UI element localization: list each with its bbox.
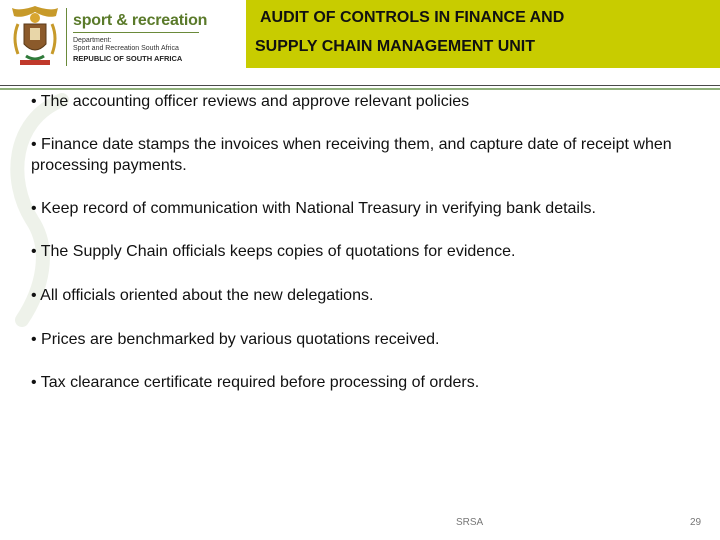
footer-organization: SRSA [456, 517, 484, 528]
department-logo [0, 0, 246, 78]
slide-title-band [246, 0, 720, 68]
bullet-item: • Keep record of communication with National Treasury in verifying bank details. [31, 200, 596, 217]
header-divider [0, 85, 720, 86]
brand-rule [73, 32, 199, 33]
coat-of-arms-icon [6, 4, 64, 68]
logo-divider [66, 8, 67, 66]
country-name: REPUBLIC OF SOUTH AFRICA [73, 54, 183, 63]
slide-title-line-1: AUDIT OF CONTROLS IN FINANCE AND [260, 9, 565, 26]
department-label: Department: [73, 37, 112, 44]
bullet-item: • The Supply Chain officials keeps copies of quotations for evidence. [31, 243, 516, 260]
bullet-item: • Tax clearance certificate required before processing of orders. [31, 374, 480, 391]
slide-title-line-2: SUPPLY CHAIN MANAGEMENT UNIT [255, 38, 536, 55]
brand-name: sport & recreation [73, 12, 208, 29]
bullet-item: • Prices are benchmarked by various quotations received. [31, 331, 440, 348]
department-name: Sport and Recreation South Africa [73, 45, 179, 52]
bullet-item: • The accounting officer reviews and approve relevant policies [31, 93, 470, 110]
bullet-item: • Finance date stamps the invoices when receiving them, and capture date of receipt when processing payments. [31, 136, 672, 174]
bullet-item: • All officials oriented about the new delegations. [31, 287, 374, 304]
page-number: 29 [690, 517, 702, 528]
header-accent-rule [0, 88, 720, 90]
